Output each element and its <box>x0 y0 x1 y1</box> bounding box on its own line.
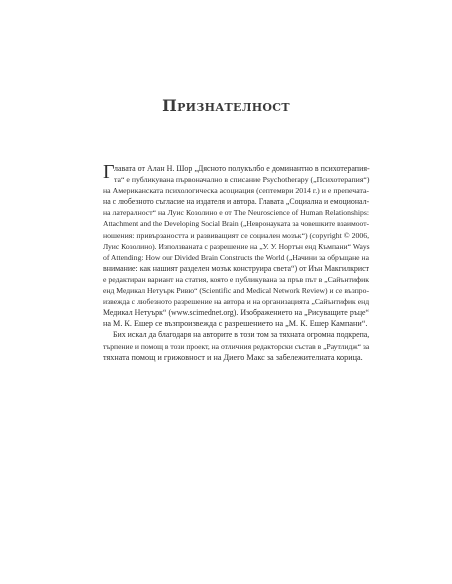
text-line: на М. К. Ешер се възпроизвежда с разрешението на „М. К. Ешер Кампани“. <box>103 319 368 329</box>
text-line: та“ е публикувана първоначално в списание Psychotherapy („Психотерапия“) <box>114 175 370 185</box>
text-line: търпение и помощ в този проект, на отличния редакторски състав в „Раутлидж“ за <box>103 341 370 351</box>
text-line: на с любезното съгласие на издателя и автора. Главата „Социална и емоционал- <box>103 197 370 207</box>
text-line: Медикал Нетуърк“ (www.scimednet.org). Изображението на „Рисуващите ръце“ <box>103 308 369 318</box>
text-line: е редактиран вариант на статия, която е публикувана за пръв път в „Сайънтифик <box>103 274 369 284</box>
text-line: Бих искал да благодаря на авторите в този том за тяхната огромна подкрепа, <box>113 330 370 340</box>
acknowledgements-body <box>103 163 369 363</box>
text-line: извежда с любезното разрешение на автора и на организацията „Сайънтифик енд <box>103 297 370 307</box>
page-title: Признателност <box>162 96 290 115</box>
text-line: of Attending: How our Divided Brain Constructs the World („Начини за обръщане на <box>103 252 369 262</box>
drop-cap: Г <box>103 161 115 183</box>
text-line: енд Медикал Нетуърк Ривю“ (Scientific and Medical Network Review) и се възпро- <box>103 286 369 296</box>
line-text: лавата от Алан Н. Шор „Дясното полукълбо е доминантно в психотерапия- <box>114 164 370 173</box>
text-line: Луис Козолино). Използваната с разрешение на „У. У. Нортън енд Къмпани“ Ways <box>103 241 370 251</box>
text-line: Attachment and the Developing Social Brain („Невронауката за човешките взаимоот- <box>103 219 370 229</box>
text-line: ношения: привързаността и развиващият се социален мозък“) (copyright © 2006, <box>103 230 370 240</box>
text-line: внимание: как нашият разделен мозък конструира света“) от Иън Макгилкрист <box>103 263 370 273</box>
text-line: на латералност“ на Луис Козолино е от The Neuroscience of Human Relationships: <box>103 208 369 218</box>
text-line: на Американската психологическа асоциация (септември 2014 г.) и е препечата- <box>103 186 369 196</box>
text-line: тяхната помощ и грижовност и на Диего Макс за забележителната корица. <box>103 352 363 362</box>
